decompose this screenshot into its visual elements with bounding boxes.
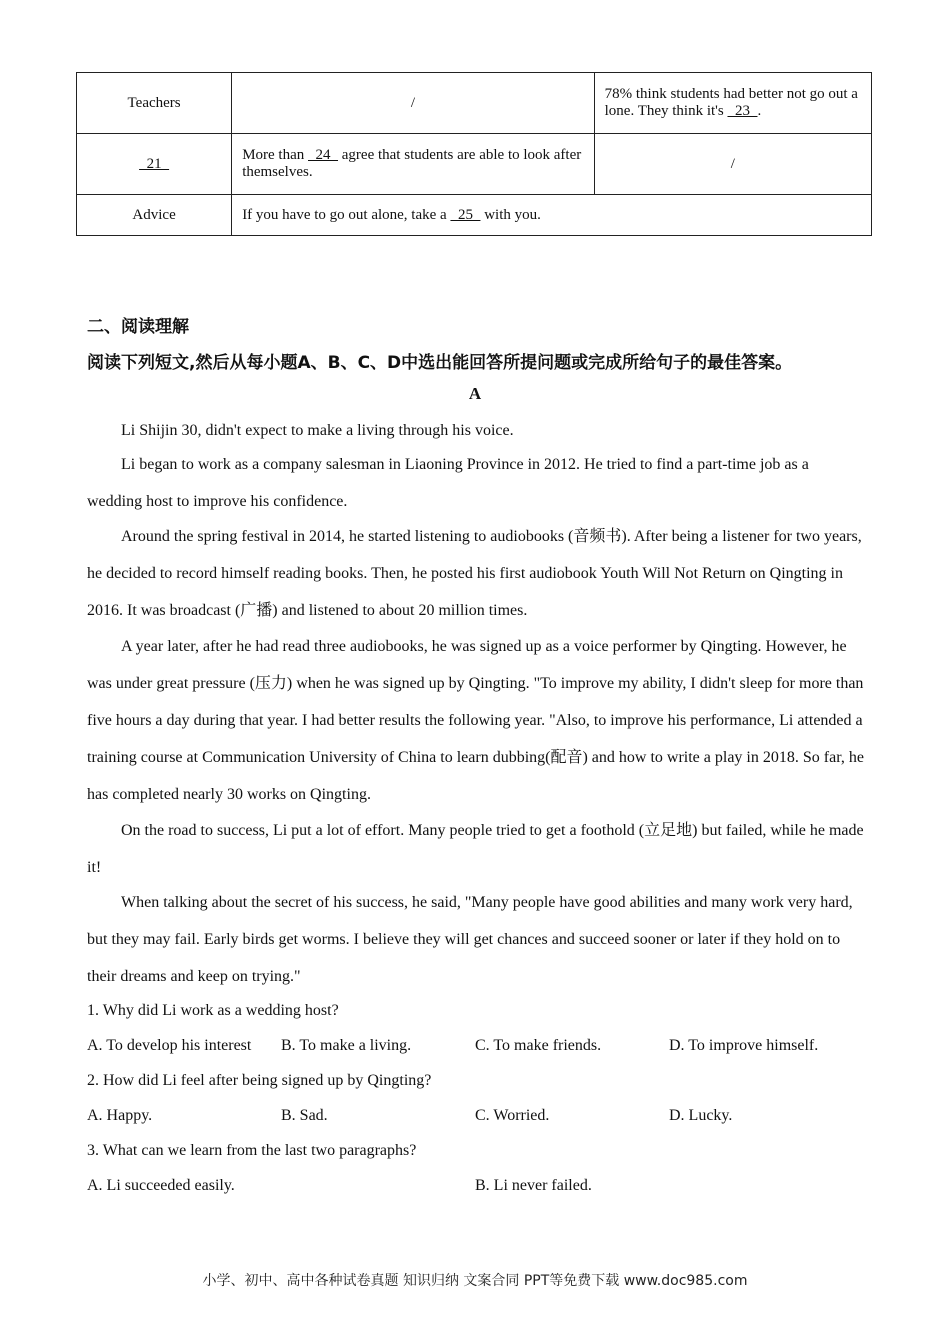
option-1d[interactable]: D. To improve himself.: [669, 1037, 819, 1054]
question-3: 3. What can we learn from the last two paragraphs?: [87, 1142, 417, 1159]
paragraph: Around the spring festival in 2014, he started listening to audiobooks (音频书). After being a listener for two years, he decided to record himself reading books. Then, he posted his first audiobook Youth Will Not Return on Qingting in 2016. It was broadcast (广播) and listened to about 20 million times.: [87, 528, 862, 619]
blank-23: 23: [727, 103, 758, 119]
blank-21: 21: [139, 155, 170, 172]
table-cell: /: [594, 134, 871, 195]
cell-text: agree that students are able to look after themselves.: [242, 147, 582, 180]
paragraph: On the road to success, Li put a lot of effort. Many people tried to get a foothold (立足地) but failed, while he made it!: [87, 822, 864, 876]
blank-25: 25: [450, 206, 481, 223]
option-2d[interactable]: D. Lucky.: [669, 1107, 733, 1124]
table-row: [77, 134, 872, 195]
table-row: [77, 195, 872, 236]
cell-text: .: [757, 103, 762, 119]
table-cell: /: [232, 73, 594, 134]
table-cell: [232, 195, 872, 236]
option-3b[interactable]: B. Li never failed.: [475, 1177, 592, 1194]
table-cell: [77, 134, 232, 195]
option-2b[interactable]: B. Sad.: [281, 1107, 328, 1124]
table-row: [77, 73, 872, 134]
question-1: 1. Why did Li work as a wedding host?: [87, 1002, 339, 1019]
option-1a[interactable]: A. To develop his interest: [87, 1037, 252, 1054]
option-2c[interactable]: C. Worried.: [475, 1107, 550, 1124]
option-2a[interactable]: A. Happy.: [87, 1107, 153, 1124]
passage-label: A: [468, 384, 482, 403]
instruction: 阅读下列短文,然后从每小题A、B、C、D中选出能回答所提问题或完成所给句子的最佳答案。: [87, 353, 793, 373]
paragraph: Li began to work as a company salesman in Liaoning Province in 2012. He tried to find a part-time job as a wedding host to improve his confidence.: [87, 456, 809, 510]
cell-text: 78% think students had better not go out a lone. They think it's: [604, 86, 858, 119]
option-3a[interactable]: A. Li succeeded easily.: [87, 1177, 235, 1194]
summary-table: [76, 72, 872, 236]
paragraph: A year later, after he had read three audiobooks, he was signed up as a voice performer by Qingting. However, he was under great pressure (压力) when he was signed up by Qingting. "To improve my ability, I didn't sleep for more than five hours a day during that year. I had better results the following year. "Also, to improve his performance, Li attended a training course at Communication University of China to learn dubbing(配音) and how to write a play in 2018. So far, he has completed nearly 30 works on Qingting.: [87, 638, 864, 803]
section-title: 二、阅读理解: [87, 317, 189, 337]
option-1c[interactable]: C. To make friends.: [475, 1037, 602, 1054]
paragraph: When talking about the secret of his success, he said, "Many people have good abilities and many work very hard, but they may fail. Early birds get worms. I believe they will get chances and succeed sooner or later if they hold on to their dreams and keep on trying.": [87, 894, 853, 985]
blank-24: 24: [308, 147, 339, 163]
cell-text: More than: [242, 147, 309, 163]
option-1b[interactable]: B. To make a living.: [281, 1037, 412, 1054]
footer: 小学、初中、高中各种试卷真题 知识归纳 文案合同 PPT等免费下载 www.doc985.com: [202, 1273, 748, 1289]
table-cell: Advice: [77, 195, 232, 236]
cell-text: with you.: [480, 206, 541, 223]
cell-text: If you have to go out alone, take a: [242, 206, 451, 223]
table-cell: Teachers: [77, 73, 232, 134]
table-cell: [232, 134, 594, 195]
table-cell: [594, 73, 871, 134]
question-2: 2. How did Li feel after being signed up by Qingting?: [87, 1072, 432, 1089]
paragraph: Li Shijin 30, didn't expect to make a living through his voice.: [121, 422, 514, 439]
